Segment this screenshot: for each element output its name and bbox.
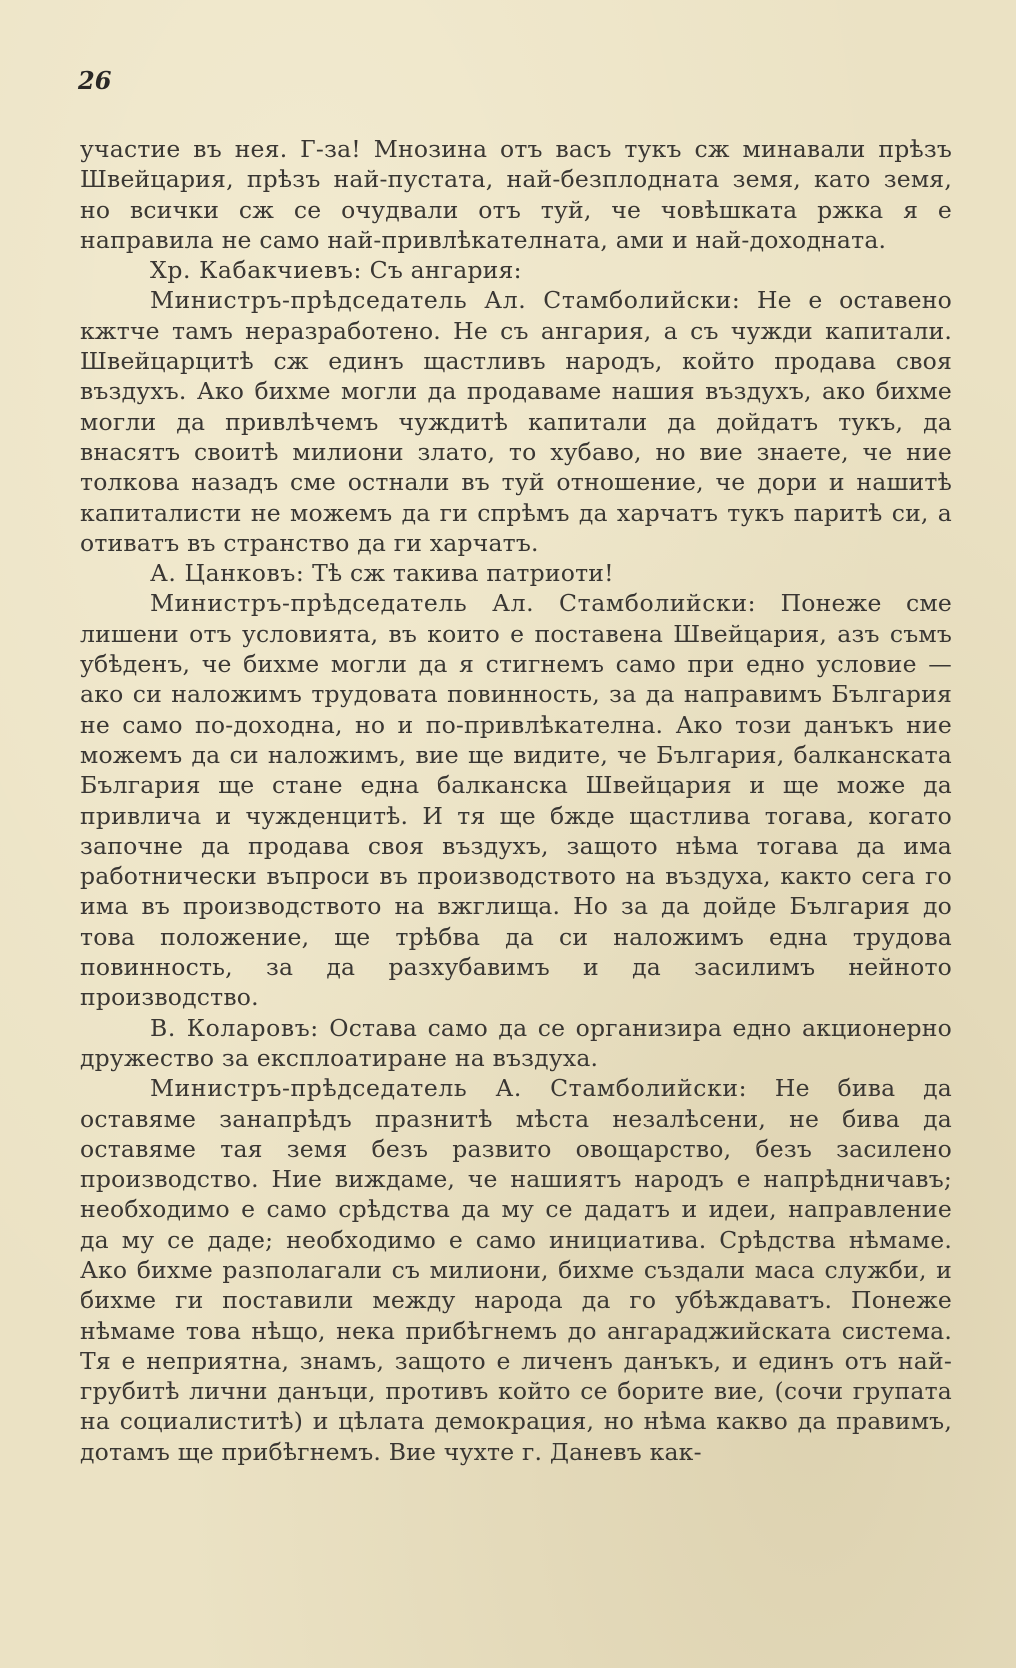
speaker-name: Министръ-прѣдседатель Ал. Стамболийски: bbox=[150, 286, 741, 315]
paragraph-text: Съ ангария: bbox=[369, 256, 522, 285]
paragraph-text: участие въ нея. Г-за! Мнозина отъ васъ тукъ сж минавали прѣзъ Швейцария, прѣзъ най-пустата, най-безплодната земя, като земя, но всички сж се очудвали отъ туй, че човѣшката ржка я е направила не само най-привлѣкателната, ами и най-доходната. bbox=[80, 135, 952, 254]
paragraph-text: Тѣ сж такива патриоти! bbox=[312, 559, 614, 588]
speaker-name: А. Цанковъ: bbox=[150, 559, 305, 588]
document-body bbox=[80, 134, 952, 1467]
page-number: 26 bbox=[78, 66, 112, 95]
paragraph bbox=[80, 558, 952, 588]
paragraph-text: Не е оставено кжтче тамъ неразработено. Не съ ангария, а съ чужди капитали. Швейцарцитѣ сж единъ щастливъ народъ, който продава своя въздухъ. Ако бихме могли да продаваме нашия въздухъ, ако бихме могли да привлѣчемъ чуждитѣ капитали да дойдатъ тукъ, да внасятъ своитѣ милиони злато, то хубаво, но вие знаете, че ние толкова назадъ сме остнали въ туй отношение, че дори и нашитѣ капиталисти не можемъ да ги спрѣмъ да харчатъ тукъ паритѣ си, а отиватъ въ странство да ги харчатъ. bbox=[80, 286, 952, 557]
paragraph-text: Остава само да се организира едно акционерно дружество за експлоатиране на въздуха. bbox=[80, 1013, 952, 1072]
speaker-name: Министръ-прѣдседатель Ал. Стамболийски: bbox=[150, 589, 757, 618]
paragraph bbox=[80, 255, 952, 285]
paragraph-text: Понеже сме лишени отъ условията, въ които е поставена Швейцария, азъ съмъ убѣденъ, че бихме могли да я стигнемъ само при едно условие — ако си наложимъ трудовата повинность, за да направимъ България не само по-доходна, но и по-привлѣкателна. Ако този данъкъ ние можемъ да си наложимъ, вие ще видите, че България, балканската България ще стане една балканска Швейцария и ще може да привлича и чужденцитѣ. И тя ще бжде щастлива тогава, когато започне да продава своя въздухъ, защото нѣма тогава да има работнически въпроси въ производството на въздуха, както сега го има въ производството на вжглища. Но за да дойде България до това положение, ще трѣбва да си наложимъ една трудова повинность, за да разхубавимъ и да засилимъ нейното производство. bbox=[80, 589, 952, 1012]
paragraph bbox=[80, 1013, 952, 1074]
speaker-name: В. Коларовъ: bbox=[150, 1013, 319, 1042]
paragraph bbox=[80, 1073, 952, 1467]
paragraph-text: Не бива да оставяме занапрѣдъ празнитѣ мѣста незалѣсени, не бива да оставяме тая земя безъ развито овощарство, безъ засилено производство. Ние виждаме, че нашиятъ народъ е напрѣдничавъ; необходимо е само срѣдства да му се дадатъ и идеи, направление да му се даде; необходимо е само инициатива. Срѣдства нѣмаме. Ако бихме разполагали съ милиони, бихме създали маса служби, и бихме ги поставили между народа да го убѣждаватъ. Понеже нѣмаме това нѣщо, нека прибѣгнемъ до ангараджийската система. Тя е неприятна, знамъ, защото е личенъ данъкъ, и единъ отъ най-грубитѣ лични данъци, противъ който се борите вие, (сочи групата на социалиститѣ) и цѣлата демокрация, но нѣма какво да правимъ, дотамъ ще прибѣгнемъ. Вие чухте г. Даневъ как- bbox=[80, 1074, 953, 1466]
speaker-name: Министръ-прѣдседатель А. Стамболийски: bbox=[150, 1074, 748, 1103]
paragraph bbox=[80, 285, 952, 558]
speaker-name: Хр. Кабакчиевъ: bbox=[150, 256, 362, 285]
paragraph bbox=[80, 134, 952, 255]
paragraph bbox=[80, 588, 952, 1012]
